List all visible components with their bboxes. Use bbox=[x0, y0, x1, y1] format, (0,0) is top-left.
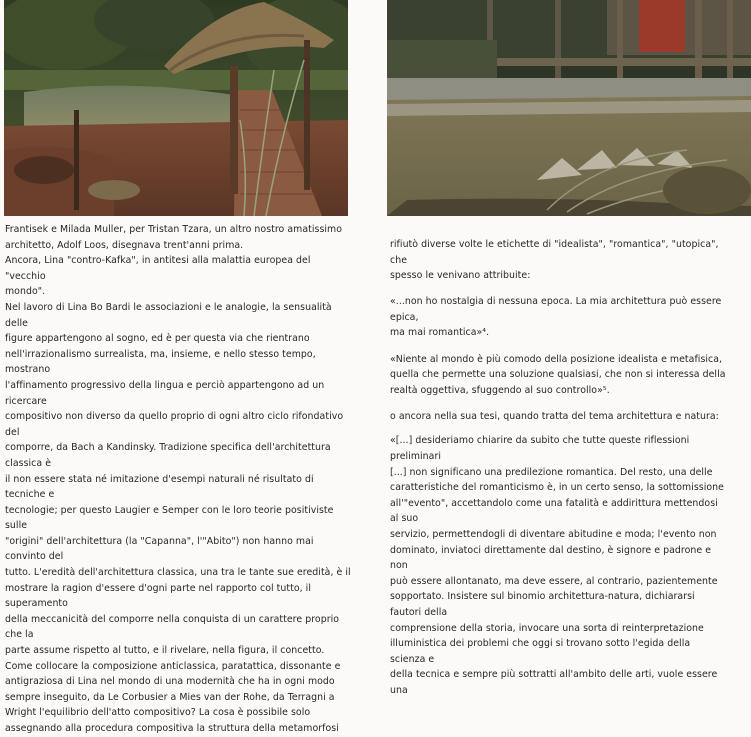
paragraph-labels-refused: rifiutò diverse volte le etichette di "idealista", "romantica", "utopica", che spesso le venivano attribuite: bbox=[390, 239, 719, 282]
house-on-stilts-over-pond-photo bbox=[387, 0, 751, 216]
quote-architecture-nature: «[...] desideriamo chiarire da subito che tutte queste riflessioni preliminari [...] non significano una predilezione romantica. Del resto, una delle caratteristiche del romanticismo è, in un certo senso, la sottomissione all'"evento", accettandolo come una fatalità e addirittura mettendosi al suo servizio, permettendogli di diventare abitudine e moda; l'evento non dominato, inviatoci direttamente dal destino, è signore e padrone e non può essere allontanato, ma deve essere, al contrario, pazientemente sopportato. Insistere sul binomio architettura-natura, dichiararsi fautori della comprensione della storia, invocare una sorta di reinterpretazione illuministica dei problemi che oggi si trovano sotto l'egida della scienza e della tecnica e sempre più sottratti all'ambito delle arti, vuole essere una bbox=[390, 435, 724, 696]
right-text-column bbox=[390, 237, 728, 709]
left-text-column bbox=[5, 222, 351, 737]
quote-no-nostalgia: «...non ho nostalgia di nessuna epoca. La mia architettura può essere epica, ma mai romantica»⁴. bbox=[390, 296, 722, 339]
paragraph-anticlassical-composition: Come collocare la composizione anticlassica, paratattica, dissonante e antigraziosa di Lina nel mondo di una modernità che ha in ogni modo sempre inseguito, da Le Corbusier a Mies van der Rohe, da Terragni a Wright l'equilibrio dell'atto compositivo? La cosa è possibile solo assegnando alla procedura compositiva la struttura della metamorfosi bbox=[5, 660, 341, 734]
paragraph-tzara-loos: Frantisek e Milada Muller, per Tristan Tzara, un altro nostro amatissimo architetto, Adolf Loos, disegnava trent'anni prima. Ancora, Lina "contro-Kafka", in antitesi alla malattia europea del "vecchio mondo". bbox=[5, 224, 343, 298]
paragraph-associations-analogies: Nel lavoro di Lina Bo Bardi le associazioni e le analogie, la sensualità delle figure appartengono al sogno, ed è per questa via che rientrano nell'irrazionalismo surrealista, ma, insieme, e nello stesso tempo, mostrano l'affinamento progressivo della lingua e perciò appartengono ad un ricercare compositivo non diverso da quello proprio di ogni altro ciclo rifondativo del comporre, da Bach a Kandinsky. Tradizione specifica dell'architettura classica è il non essere stata né imitazione d'esempi naturali né risultato di tecniche e tecnologie; per questo Laugier e Semper con le loro teorie positiviste sulle "origini" dell'architettura (la "Capanna", l'"Abito") non hanno mai convinto del tutto. L'eredità dell'architettura classica, una tra le tante sue eredità, è il mostrare la ragion d'essere d'ogni parte nel rapporto col tutto, il superamento della meccanicità del comporre nella conquista di un carattere proprio che la parte assume rispetto al tutto, e il rivelare, nella figura, il concetto. bbox=[5, 301, 351, 657]
paragraph-thesis-intro: o ancora nella sua tesi, quando tratta del tema architettura e natura: bbox=[390, 410, 719, 422]
garden-hut-photo bbox=[4, 0, 348, 216]
quote-idealist-position: «Niente al mondo è più comodo della posizione idealista e metafisica, quella che permette una soluzione qualsiasi, che non si interessa della realtà oggettiva, sfuggendo al suo controllo»⁵. bbox=[390, 353, 726, 396]
